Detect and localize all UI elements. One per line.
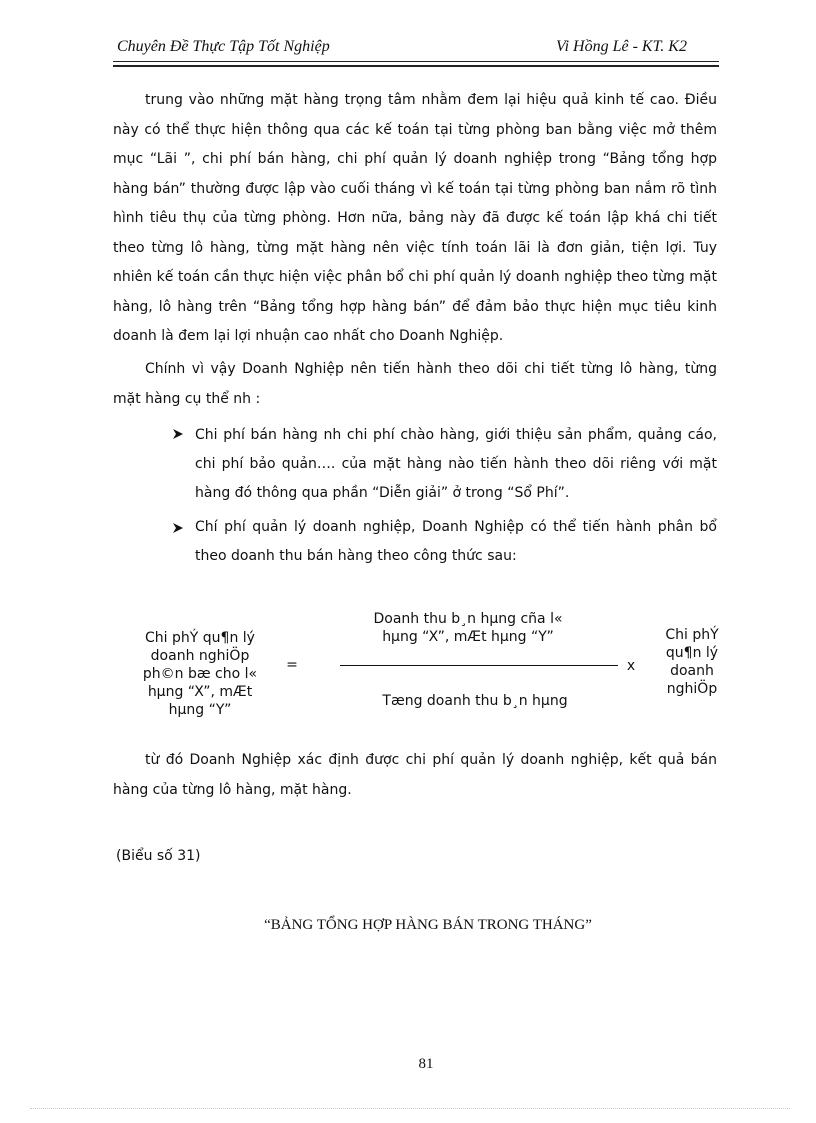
paragraph-2: Chính vì vậy Doanh Nghiệp nên tiến hành theo dõi chi tiết từng lô hàng, từng mặt hàng cụ thể nh :	[113, 361, 717, 407]
page-number: 81	[418, 1056, 434, 1072]
header-title: Chuyên Đề Thực Tập Tốt Nghiệp	[117, 38, 330, 55]
fraction-bar	[340, 665, 618, 666]
formula-rhs: Chi phÝ qu¶n lý doanh nghiÖp	[665, 627, 719, 697]
footer-divider	[30, 1108, 790, 1109]
paragraph-3: từ đó Doanh Nghiệp xác định được chi phí quản lý doanh nghiệp, kết quả bán hàng của từng lô hàng, mặt hàng.	[113, 752, 717, 798]
bullet-item-1: Chi phí bán hàng nh chi phí chào hàng, giới thiệu sản phẩm, quảng cáo, chi phí bảo quản…. của mặt hàng nào tiến hành theo dõi riêng với mặt hàng đó thông qua phần “Diễn giải” ở trong “Sổ Phí”.	[195, 427, 717, 501]
header-author: Vi Hồng Lê - KT. K2	[556, 38, 687, 55]
arrowhead-bullet-icon	[172, 522, 184, 538]
header-rule-thick	[113, 65, 719, 67]
formula-numerator: Doanh thu b¸n hµng cña l« hµng “X”, mÆt hµng “Y”	[373, 611, 563, 645]
formula-denominator: Tæng doanh thu b¸n hµng	[382, 693, 568, 709]
figure-caption: (Biểu số 31)	[116, 848, 201, 864]
table-title: “BẢNG TỔNG HỢP HÀNG BÁN TRONG THÁNG”	[264, 917, 592, 933]
header-rule-thin	[113, 61, 719, 62]
paragraph-1: trung vào những mặt hàng trọng tâm nhằm đem lại hiệu quả kinh tế cao. Điều này có thể thực hiện thông qua các kế toán tại từng phòng ban bằng việc mở thêm mục “Lãi ”, chi phí bán hàng, chi phí quản lý doanh nghiệp trong “Bảng tổng hợp hàng bán” thường được lập vào cuối tháng vì kế toán tại từng phòng ban nắm rõ tình hình tiêu thụ của từng phòng. Hơn nữa, bảng này đã được kế toán lập khá chi tiết theo từng lô hàng, từng mặt hàng nên việc tính toán lãi là đơn giản, tiện lợi. Tuy nhiên kế toán cần thực hiện việc phân bổ chi phí quản lý doanh nghiệp theo từng mặt hàng, lô hàng trên “Bảng tổng hợp hàng bán” để đảm bảo thực hiện mục tiêu kinh doanh là đem lại lợi nhuận cao nhất cho Doanh Nghiệp.	[113, 92, 717, 344]
arrowhead-bullet-icon	[172, 428, 184, 444]
formula-lhs: Chi phÝ qu¶n lý doanh nghiÖp ph©n bæ cho l« hµng “X”, mÆt hµng “Y”	[142, 630, 258, 718]
formula-equals: =	[286, 657, 298, 673]
bullet-item-2: Chí phí quản lý doanh nghiệp, Doanh Nghiệp có thể tiến hành phân bổ theo doanh thu bán hàng theo công thức sau:	[195, 519, 717, 564]
formula-times: x	[626, 658, 636, 674]
